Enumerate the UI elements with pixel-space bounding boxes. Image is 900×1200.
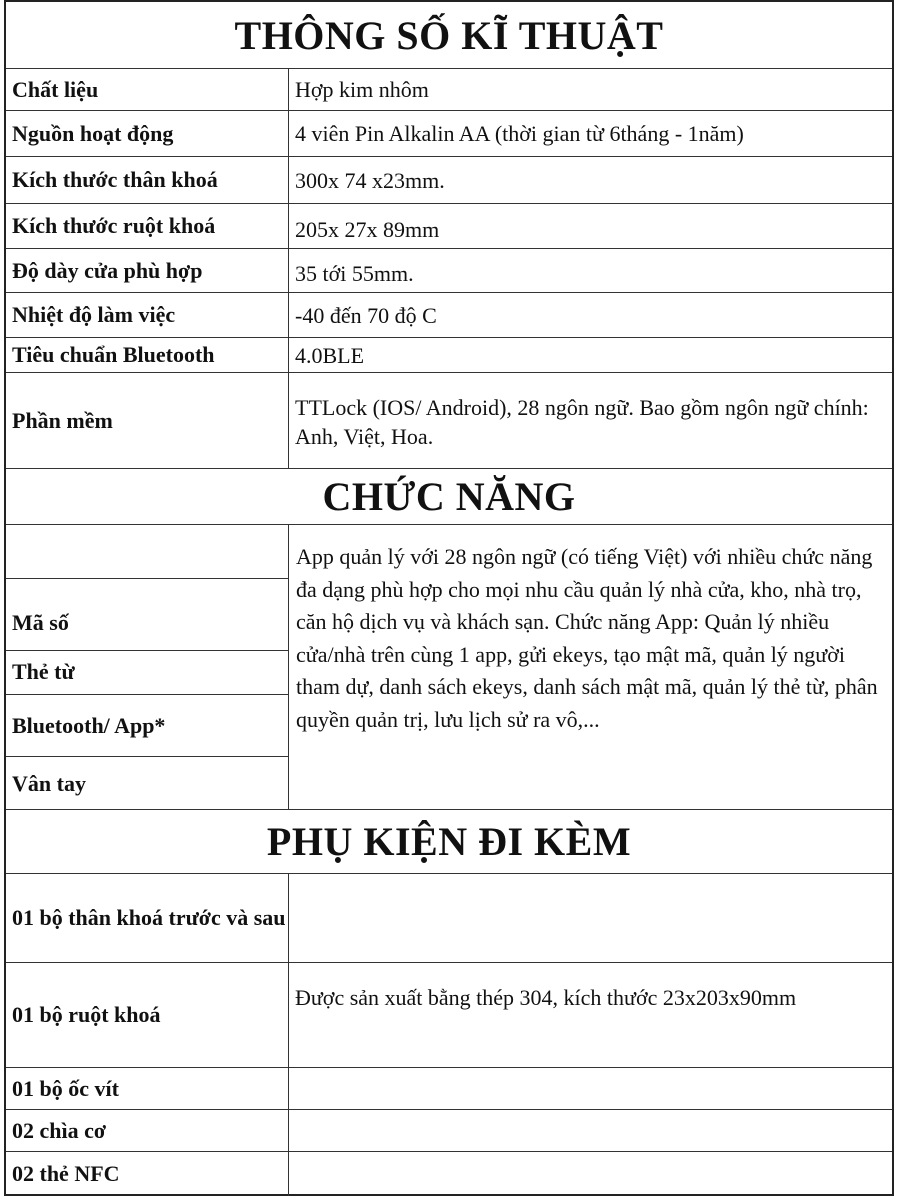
spec-value: TTLock (IOS/ Android), 28 ngôn ngữ. Bao gồm ngôn ngữ chính: Anh, Việt, Hoa. [295, 395, 869, 449]
accessory-value: Được sản xuất bằng thép 304, kích thước 23x203x90mm [295, 985, 797, 1010]
spec-row-bluetooth [6, 338, 892, 373]
accessory-row [6, 1110, 892, 1152]
function-item-passcode: Mã số [12, 609, 69, 635]
accessory-value [289, 1068, 892, 1109]
functions-description: App quản lý với 28 ngôn ngữ (có tiếng Việt) với nhiều chức năng đa dạng phù hợp cho mọi nhu cầu quản lý nhà cửa, kho, nhà trọ, căn hộ dịch vụ và khách sạn. Chức năng App: Quản lý nhiều cửa/nhà trên cùng 1 app, gửi ekeys, tạo mật mã, quản lý người tham dự, danh sách ekeys, danh sách mật mã, quản lý thẻ từ, phân quyền quản trị, lưu lịch sử ra vô,... [296, 544, 878, 732]
spec-value: 300x 74 x23mm. [295, 167, 445, 193]
spec-row-software [6, 373, 892, 469]
spec-row-temperature [6, 293, 892, 338]
accessory-row [6, 1068, 892, 1110]
spec-value: 4 viên Pin Alkalin AA (thời gian từ 6tháng - 1năm) [295, 121, 744, 146]
specs-title: THÔNG SỐ KĨ THUẬT [6, 2, 892, 69]
functions-spacer [6, 525, 288, 578]
spec-row-material [6, 69, 892, 111]
functions-title: CHỨC NĂNG [6, 469, 892, 525]
accessory-value [289, 1152, 892, 1196]
accessory-label: 01 bộ ốc vít [6, 1068, 289, 1109]
accessory-value [289, 1110, 892, 1151]
spec-value: 4.0BLE [295, 342, 365, 368]
spec-row-core-size [6, 204, 892, 249]
spec-row-power [6, 111, 892, 157]
spec-value: -40 đến 70 độ C [295, 302, 437, 328]
accessory-row [6, 874, 892, 963]
spec-label: Tiêu chuẩn Bluetooth [6, 338, 289, 372]
function-item-fingerprint: Vân tay [12, 770, 86, 796]
spec-value: 35 tới 55mm. [295, 261, 414, 286]
spec-label: Phần mềm [6, 373, 289, 468]
spec-label: Kích thước ruột khoá [6, 204, 289, 248]
accessory-label: 02 chìa cơ [6, 1110, 289, 1151]
accessory-row [6, 963, 892, 1068]
accessory-label: 02 thẻ NFC [6, 1152, 289, 1196]
spec-label: Nguồn hoạt động [6, 111, 289, 156]
function-item-card: Thẻ từ [6, 650, 288, 695]
accessory-row [6, 1152, 892, 1196]
accessory-label: 01 bộ ruột khoá [6, 963, 289, 1067]
spec-sheet [4, 0, 894, 1196]
accessories-title: PHỤ KIỆN ĐI KÈM [6, 810, 892, 874]
accessory-label: 01 bộ thân khoá trước và sau [6, 874, 289, 962]
spec-row-body-size [6, 157, 892, 204]
spec-label: Nhiệt độ làm việc [6, 293, 289, 337]
functions-block [6, 525, 892, 810]
spec-value: Hợp kim nhôm [295, 77, 429, 102]
spec-value: 205x 27x 89mm [295, 217, 440, 242]
spec-label: Độ dày cửa phù hợp [6, 249, 289, 292]
spec-label: Chất liệu [6, 69, 289, 110]
function-item-bluetooth: Bluetooth/ App* [6, 695, 288, 757]
accessory-value [289, 874, 892, 962]
divider [6, 578, 288, 579]
functions-label-column [6, 525, 289, 809]
spec-row-door-thickness [6, 249, 892, 293]
spec-label: Kích thước thân khoá [6, 157, 289, 203]
